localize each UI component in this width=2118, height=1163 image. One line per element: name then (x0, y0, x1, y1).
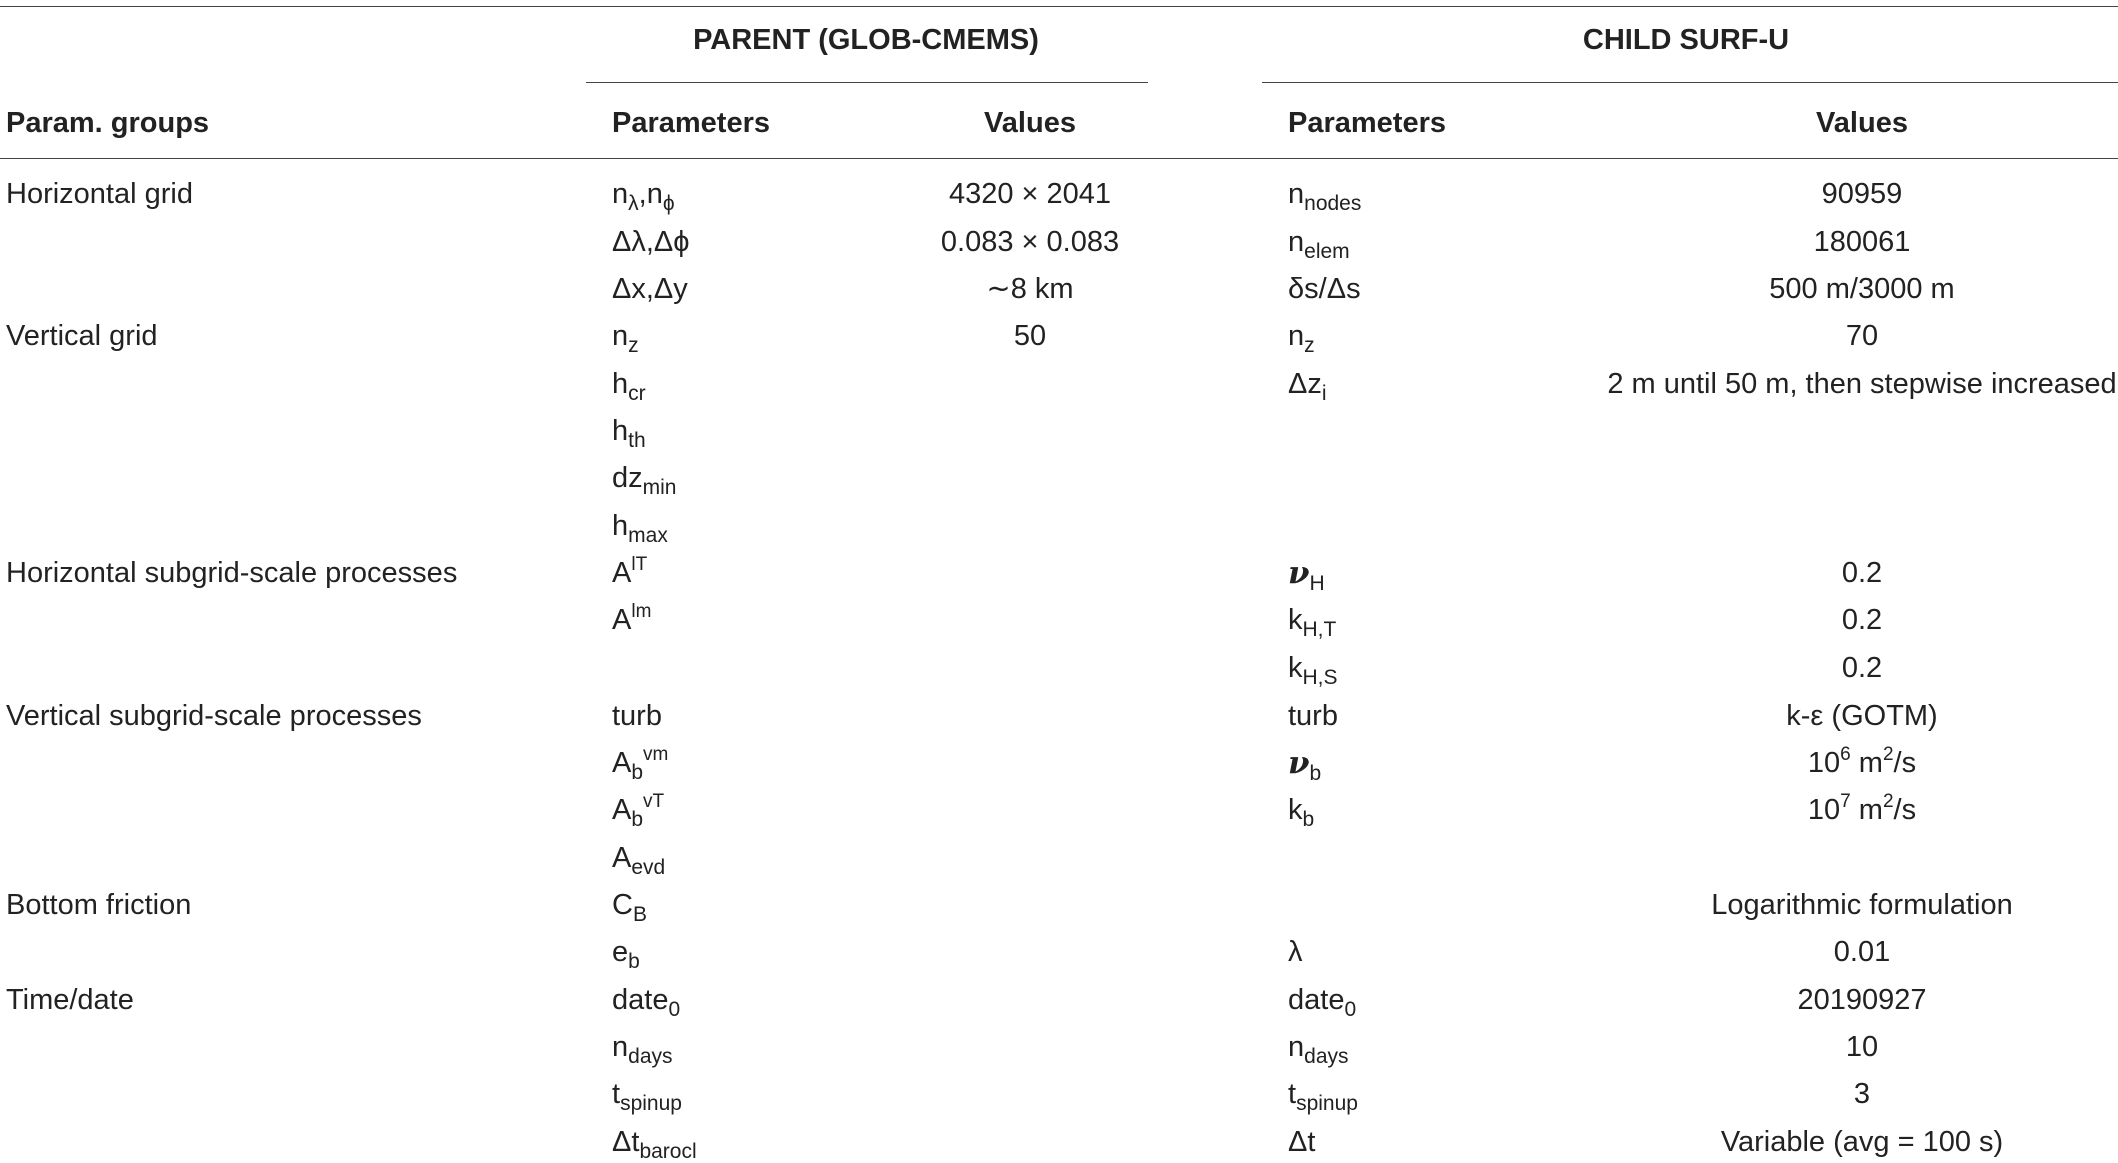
child-param-nz: $n_z$ (1288, 320, 1315, 357)
child-group-header: CHILD SURF-U (1582, 24, 1790, 56)
parent-group-header: PARENT (GLOB-CMEMS) (693, 24, 1039, 56)
child-parameters-header: Parameters (1288, 107, 1446, 139)
child-value-dz-i: 2 m until 50 m, then stepwise increased (1607, 368, 2117, 400)
child-value-nu-b: $10^6$ $m^2/s$ (1807, 744, 1917, 779)
child-group-rule (1262, 82, 2118, 83)
child-value-lambda: 0.01 (1833, 936, 1891, 968)
child-param-date0: date$_0$ (1288, 984, 1357, 1021)
parent-param-eb: $e_b$ (612, 936, 640, 973)
child-value-k-b: $10^7$ $m^2/s$ (1807, 791, 1917, 826)
child-param-dz-i: $\Delta z_i$ (1288, 368, 1327, 405)
parent-param-nz: $n_z$ (612, 320, 639, 357)
parent-param-n-lambda-phi: $n_\lambda,n_\phi$ (612, 178, 675, 215)
child-value-ds-Ds: 500 m/3000 m (1769, 273, 1955, 305)
group-time-date: Time/date (6, 984, 134, 1016)
parent-param-tspinup: $t_{spinup}$ (612, 1078, 682, 1115)
child-param-lambda: λ (1288, 936, 1303, 968)
parent-param-dx-dy: Δx,Δy (612, 273, 688, 305)
parent-param-hth: $h_{th}$ (612, 415, 646, 452)
child-value-k-ht: 0.2 (1841, 604, 1883, 636)
parent-param-a-evd: $A_{evd}$ (612, 842, 666, 879)
child-param-n-nodes: $n_{nodes}$ (1288, 178, 1362, 215)
parent-group-rule (586, 82, 1148, 83)
child-value-tspinup: 3 (1853, 1078, 1871, 1110)
parent-values-header: Values (984, 107, 1076, 139)
child-value-ndays: 10 (1845, 1031, 1879, 1063)
child-value-nu-h: 0.2 (1841, 557, 1883, 589)
child-param-nu-h: $\nu_H$ (1288, 555, 1325, 595)
child-value-n-elem: 180061 (1813, 226, 1911, 258)
parent-param-ab-vm: $A_b^{vm}$ (612, 744, 669, 784)
top-rule (0, 6, 2118, 7)
parent-param-hmax: $h_{max}$ (612, 510, 668, 547)
child-param-turb: turb (1288, 700, 1338, 732)
parent-param-dlambda-dphi: Δλ,Δϕ (612, 226, 690, 258)
parent-param-ab-vt: $A_b^{vT}$ (612, 791, 665, 831)
child-param-nu-b: $\nu_b$ (1288, 745, 1322, 785)
child-param-k-b: $k_b$ (1288, 794, 1315, 831)
parent-param-cb: $C_B$ (612, 889, 647, 926)
parent-param-dt-barocl: $\Delta t_{barocl}$ (612, 1126, 697, 1163)
parent-parameters-header: Parameters (612, 107, 770, 139)
child-param-n-elem: $n_{elem}$ (1288, 226, 1350, 263)
parent-value-dlambda-dphi: 0.083 × 0.083 (940, 226, 1120, 258)
child-value-k-hs: 0.2 (1841, 652, 1883, 684)
group-vertical-subgrid: Vertical subgrid-scale processes (6, 700, 422, 732)
parent-param-dzmin: $dz_{min}$ (612, 462, 677, 499)
child-param-ndays: $n_{days}$ (1288, 1031, 1349, 1068)
group-horizontal-grid: Horizontal grid (6, 178, 193, 210)
child-param-dt: Δt (1288, 1126, 1316, 1158)
child-param-ds-Ds: δs/Δs (1288, 273, 1361, 305)
child-param-tspinup: $t_{spinup}$ (1288, 1078, 1358, 1115)
parent-param-turb: turb (612, 700, 662, 732)
child-param-k-ht: $k_{H,T}$ (1288, 604, 1337, 641)
child-value-date0: 20190927 (1797, 984, 1927, 1016)
group-bottom-friction: Bottom friction (6, 889, 192, 921)
child-value-bottom-friction: Logarithmic formulation (1711, 889, 2013, 921)
group-horizontal-subgrid: Horizontal subgrid-scale processes (6, 557, 458, 589)
parent-param-date0: date$_0$ (612, 984, 681, 1021)
child-param-k-hs: $k_{H,S}$ (1288, 652, 1338, 689)
child-value-dt: Variable (avg = 100 s) (1720, 1126, 2004, 1158)
parent-value-n-lambda-phi: 4320 × 2041 (948, 178, 1112, 210)
parent-value-dx-dy: ∼8 km (986, 273, 1074, 305)
parent-value-nz: 50 (1013, 320, 1047, 352)
child-values-header: Values (1816, 107, 1908, 139)
parent-param-hcr: $h_{cr}$ (612, 368, 646, 405)
parent-param-ndays: $n_{days}$ (612, 1031, 673, 1068)
child-value-n-nodes: 90959 (1821, 178, 1903, 210)
header-bottom-rule (0, 158, 2118, 159)
parent-param-a-lm: $A^{lm}$ (612, 601, 652, 636)
child-value-turb: k-ε (GOTM) (1786, 700, 1938, 732)
child-value-nz: 70 (1845, 320, 1879, 352)
parent-param-a-lt: $A^{lT}$ (612, 554, 648, 589)
group-vertical-grid: Vertical grid (6, 320, 158, 352)
param-groups-header: Param. groups (6, 107, 210, 139)
